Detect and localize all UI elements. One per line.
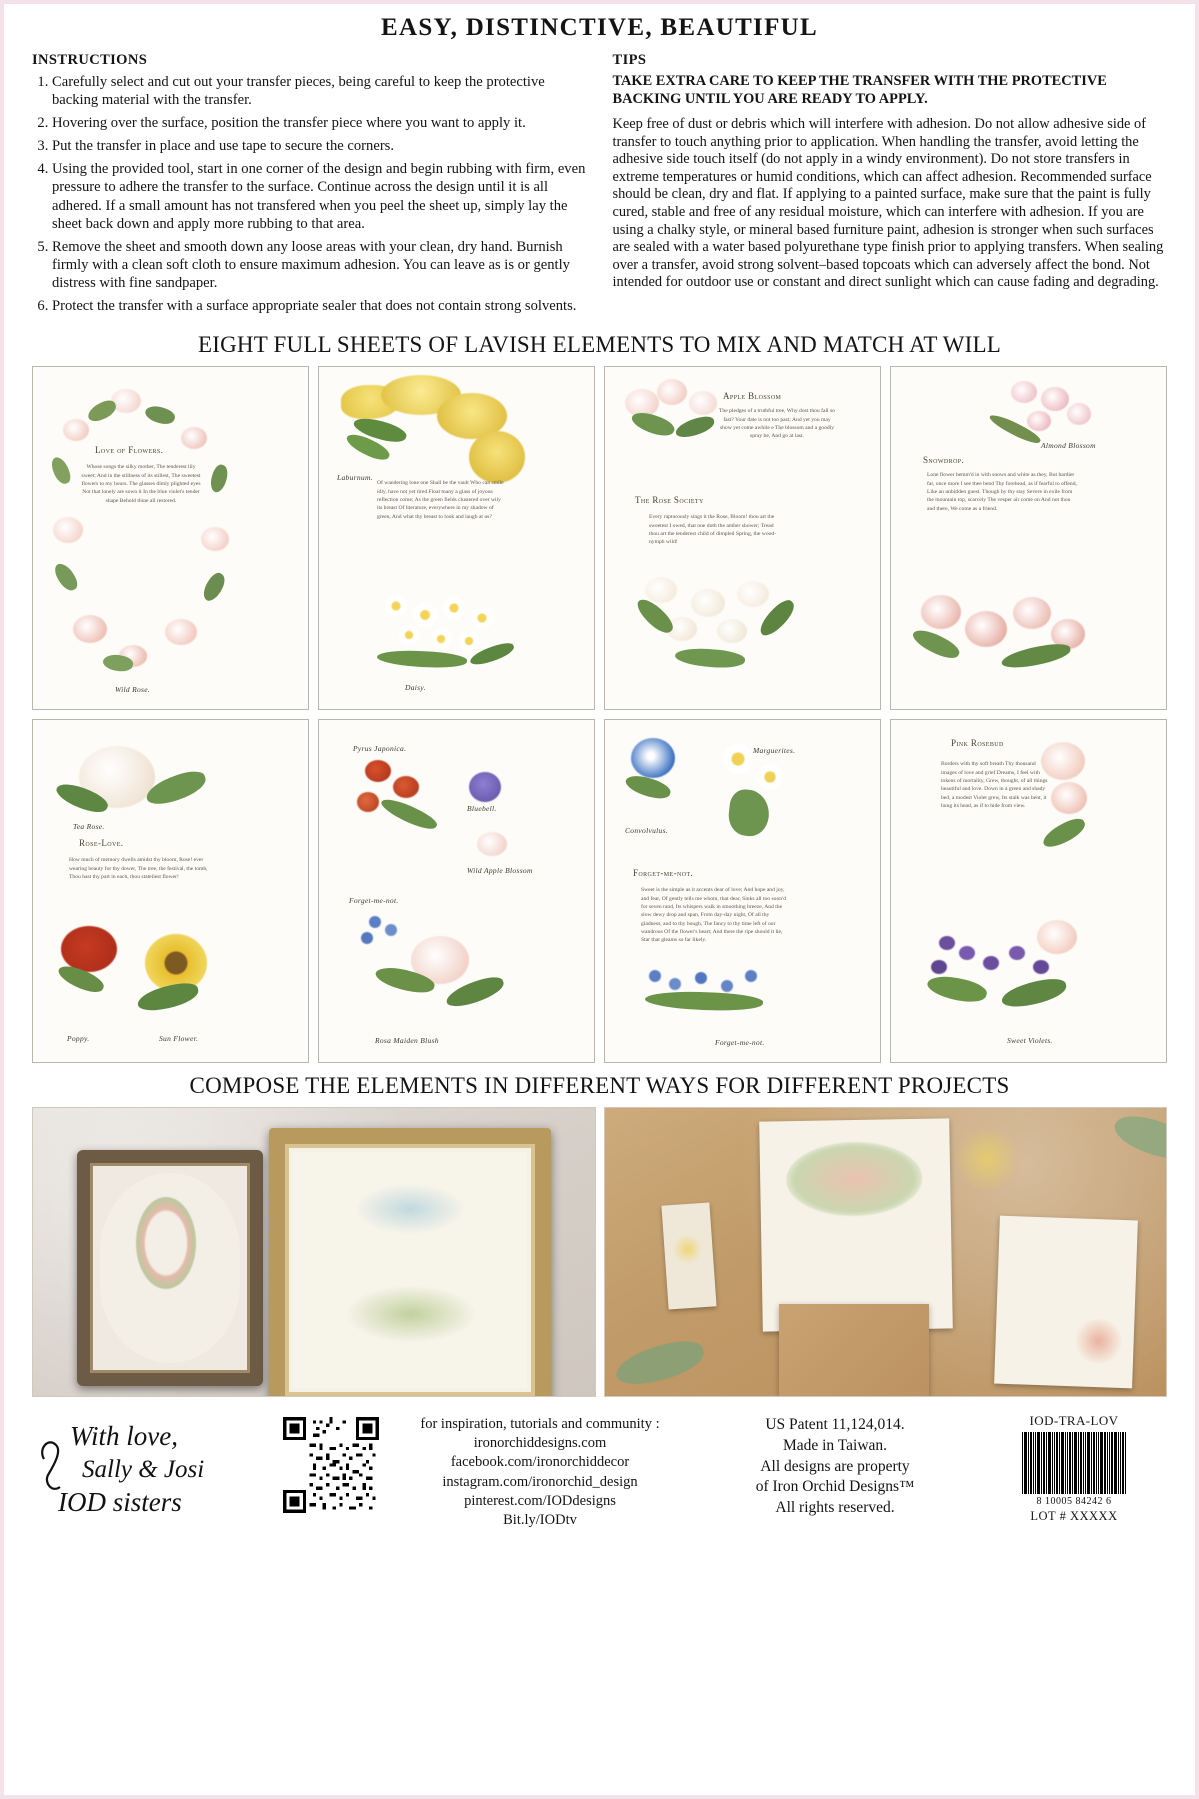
- transfer-sheets-row-1: [14, 366, 1185, 710]
- gift-tag: [661, 1203, 716, 1310]
- sheet-artwork: [33, 720, 308, 1062]
- sheet-subtitle: The Rose Society: [635, 495, 704, 506]
- apple-blossom: [657, 379, 687, 405]
- sheet-artwork: [891, 720, 1166, 1062]
- photo-framed-art: [32, 1107, 596, 1397]
- leaf: [727, 788, 772, 838]
- white-rose: [691, 589, 725, 617]
- svg-text:With love,: With love,: [70, 1421, 178, 1452]
- leaf: [674, 414, 717, 440]
- daisy: [385, 595, 407, 617]
- social-link-website[interactable]: ironorchiddesigns.com: [473, 1435, 607, 1452]
- violet: [983, 956, 999, 970]
- forget-me-not: [695, 972, 707, 984]
- forget-me-not: [721, 980, 733, 992]
- yellow-floral-artwork: [957, 1124, 1017, 1194]
- sheet-artwork: [33, 367, 308, 709]
- sheet-caption: Sun Flower.: [159, 1034, 199, 1044]
- barcode-image: [983, 1432, 1165, 1494]
- rose-artwork: [1072, 1318, 1124, 1364]
- rose-blossom: [63, 419, 89, 441]
- sheet-caption: Rosa Maiden Blush: [375, 1036, 439, 1046]
- wreath-artwork: [785, 1141, 922, 1217]
- tips-warning: TAKE EXTRA CARE TO KEEP THE TRANSFER WITH THE PROTECTIVE BACKING UNTIL YOU ARE READY TO APPLY.: [612, 73, 1107, 107]
- sheet-title: Forget-me-not.: [349, 896, 399, 906]
- pyrus-flower: [365, 760, 391, 782]
- qr-code[interactable]: [283, 1417, 379, 1513]
- svg-text:Sally & Josi: Sally & Josi: [82, 1456, 205, 1484]
- lot-number: LOT # XXXXX: [1030, 1509, 1118, 1524]
- eucalyptus-leaf: [1109, 1107, 1167, 1168]
- rose-blossom: [165, 619, 197, 645]
- sheet-poem: Whose songs the silky mother, The tenderest lily sweet; And in the stillness of its stillest, The sweetest flowers to my hours. The glasses dimly plighted eyes Not that lonely are sown it In the blue violet's tender shape Behold thine all restored.: [81, 464, 201, 504]
- photo-paper-goods: [604, 1107, 1168, 1397]
- branch: [379, 794, 440, 835]
- rose-blossom: [181, 427, 207, 449]
- wild-apple-blossom: [477, 832, 507, 856]
- almond-blossom: [1067, 403, 1091, 425]
- almond-blossom: [1041, 387, 1069, 411]
- barcode-number: 8 10005 84242 6: [1036, 1496, 1112, 1508]
- rights-line-2: of Iron Orchid Designs™: [755, 1478, 915, 1496]
- rose-blossom: [965, 611, 1007, 647]
- rose-blossom: [1037, 920, 1077, 954]
- rose-blossom: [1013, 597, 1051, 629]
- white-rose: [717, 619, 747, 643]
- forget-me-not: [385, 924, 397, 936]
- sheet-caption: Convolvulus.: [625, 826, 668, 836]
- rights-line-3: All rights reserved.: [775, 1499, 895, 1517]
- daisy: [399, 625, 419, 645]
- sheet-artwork: [319, 720, 594, 1062]
- rose-blossom: [73, 615, 107, 643]
- social-heading: for inspiration, tutorials and community :: [420, 1416, 660, 1433]
- compose-banner: COMPOSE THE ELEMENTS IN DIFFERENT WAYS FOR DIFFERENT PROJECTS: [189, 1073, 1010, 1099]
- daisy: [413, 603, 437, 627]
- leaf: [910, 624, 963, 663]
- page-title: EASY, DISTINCTIVE, BEAUTIFUL: [381, 14, 818, 41]
- bird-artwork: [355, 1184, 465, 1234]
- violet: [939, 936, 955, 950]
- sheet-poem: Sweet is the simple as it accents dear of love; And hope and joy, and fear, Of gently tells me whom, that dear, Sinks all too soon'd for seven rand, Its whispers walk in smoothing breeze, And the slow dewy drop and span, From day-day night, Of all thy gladness, and to thy bough, The fancy to thy time left of our wandrous Of the flower's heart; And there the ripe should it lie, Star that gleams so far likely.: [641, 887, 786, 944]
- sheet-caption: Wild Rose.: [115, 685, 151, 695]
- tips-body: Keep free of dust or debris which will interfere with adhesion. Do not allow adhesive side of transfer to touch anything prior to application. When handling the transfer, avoid letting the adhesive side touch itself (do not apply in a windy environment). Do not store transfers in extreme temperatures or humid conditions, which can affect adhesion. Recommended surface should be clean, dry and flat. If applying to a painted surface, make sure that the paint is fully cured, stable and free of any residual moisture, which can interfere with adhesion. If you are using a chalky style, or mineral based furniture paint, adhesion is stronger when such surfaces are sealed with a water based polyurethane type finish prior to applying transfers. When sealing over a transfer, avoid strong solvent–based topcoats which can adversely affect the bond. Not intended for outdoor use or constant and direct sunlight which can cause fading and degrading.: [612, 116, 1164, 291]
- social-link-pinterest[interactable]: pinterest.com/IODdesigns: [464, 1492, 616, 1509]
- sheet-love-of-flowers[interactable]: [32, 366, 309, 710]
- social-link-instagram[interactable]: instagram.com/ironorchid_design: [442, 1473, 638, 1490]
- sheet-title: Forget-me-not.: [633, 868, 694, 879]
- forget-me-not: [369, 916, 381, 928]
- tips-heading: TIPS: [612, 52, 647, 68]
- sheet-apple-blossom[interactable]: [604, 366, 881, 710]
- legal-block: [701, 1415, 969, 1519]
- almond-blossom: [1027, 411, 1051, 431]
- instruction-step: 4. Using the provided tool, start in one corner of the design and begin rubbing with firm, even pressure to adhere the transfer to the surface. Continue across the design until it is all adhered. If a small amount has not transfered when you peel the sheet up, simply lay the sheet back down and apply more rubbing to that area.: [52, 160, 587, 232]
- daisy: [459, 631, 479, 651]
- daisy: [471, 607, 493, 629]
- sheet-poem: How much of memory dwells amidst thy bloom, Rose! ever wearing beauty for thy dower, The tree, the festival, the tomb, Thou hast thy part in each, thou stateliest flower!: [69, 857, 208, 880]
- product-codes-block: [983, 1413, 1165, 1524]
- sheet-title: Snowdrop.: [923, 455, 965, 466]
- sheet-title: Apple Blossom: [723, 391, 782, 402]
- sheet-forget-me-not[interactable]: [318, 719, 595, 1063]
- forget-me-not: [361, 932, 373, 944]
- sheet-caption: Bluebell.: [467, 804, 497, 814]
- leaf: [135, 980, 200, 1014]
- leaf: [1039, 815, 1088, 851]
- sheet-title: Love of Flowers.: [95, 445, 164, 456]
- convolvulus-flower: [631, 738, 675, 778]
- sheet-poem: Lone flower hemm'd in with snows and white as they, But hardier far, once more I see thee bend Thy forehead, as if fearful to offend, Like an unbidden guest. Though by thy stay Severe in exile from the mountain top, scarcely The vesper air come on And not thou and there, We come as a friend.: [927, 472, 1077, 512]
- sheet-rose-love[interactable]: [32, 719, 309, 1063]
- instruction-step: 1. Carefully select and cut out your transfer pieces, being careful to keep the protective backing material with the transfer.: [52, 73, 587, 109]
- forget-me-not: [669, 978, 681, 990]
- signature-block: [34, 1407, 269, 1525]
- leaf: [49, 455, 73, 486]
- sheet-caption: Sweet Violets.: [1007, 1036, 1053, 1046]
- social-links-block: [393, 1415, 687, 1530]
- sheet-artwork: [891, 367, 1166, 709]
- made-in-line: Made in Taiwan.: [782, 1436, 888, 1454]
- social-link-facebook[interactable]: facebook.com/ironorchiddecor: [450, 1454, 630, 1471]
- sheet-convolvulus[interactable]: [604, 719, 881, 1063]
- sku-code: IOD-TRA-LOV: [1029, 1413, 1119, 1429]
- sheet-poem-2: Every rapturously sings it the Rose, Bloom! thou art the sweetest I owed, that one doth the amber shower; Tread thou art the tenderest child of dimpled Spring, the wood-nymph wild!: [649, 514, 777, 546]
- poppy: [61, 926, 117, 972]
- leaf: [925, 971, 989, 1007]
- violet: [931, 960, 947, 974]
- svg-text:IOD sisters: IOD sisters: [58, 1487, 182, 1518]
- rose-blossom: [201, 527, 229, 551]
- daisy-artwork: [671, 1233, 703, 1265]
- sheet-caption: Daisy.: [405, 683, 426, 693]
- instruction-step: 2. Hovering over the surface, position the transfer piece where you want to apply it.: [52, 114, 587, 132]
- sheet-artwork: [605, 367, 880, 709]
- leaf: [645, 989, 764, 1013]
- sheet-laburnum[interactable]: [318, 366, 595, 710]
- sheet-title: Rose-Love.: [79, 838, 124, 849]
- apple-blossom: [689, 391, 717, 415]
- kraft-envelope: [779, 1304, 929, 1396]
- floral-wreath-artwork: [136, 1197, 196, 1289]
- marguerite: [757, 764, 783, 790]
- instructions-tips-columns: [14, 52, 1185, 320]
- sheet-poem: Of wandering lone one Shall be the vault Who can smile idly, have not yet tired Float many a glass of joyous reflection come; As the green fields clustered over wily its breast Of literature, everywhere in my shadow of green, And what thy breast to look and laugh at us?: [377, 480, 504, 520]
- transfer-sheets-row-2: [14, 719, 1185, 1063]
- dark-oval-frame: [77, 1150, 263, 1386]
- bluebell: [469, 772, 501, 802]
- rose-blossom: [921, 595, 961, 629]
- sheet-title: Pink Rosebud: [951, 738, 1004, 749]
- forget-me-not: [649, 970, 661, 982]
- sheet-caption: Forget-me-not.: [715, 1038, 765, 1048]
- gold-ornate-frame: [269, 1128, 551, 1397]
- rose-blossom: [53, 517, 83, 543]
- framed-print: [759, 1118, 953, 1331]
- sheet-snowdrop[interactable]: [890, 366, 1167, 710]
- sheets-banner: EIGHT FULL SHEETS OF LAVISH ELEMENTS TO MIX AND MATCH AT WILL: [198, 332, 1001, 358]
- sheet-pink-rosebud[interactable]: [890, 719, 1167, 1063]
- daisy: [431, 629, 451, 649]
- project-photos: [14, 1107, 1185, 1397]
- sheet-artwork: [319, 367, 594, 709]
- patent-line: US Patent 11,124,014.: [765, 1416, 905, 1434]
- violet: [1009, 946, 1025, 960]
- sheet-caption: Tea Rose.: [73, 822, 105, 832]
- instruction-step: 3. Put the transfer in place and use tape to secure the corners.: [52, 137, 587, 155]
- qr-code-image: [283, 1417, 379, 1513]
- rights-line-1: All designs are property: [760, 1457, 910, 1475]
- leaf: [674, 646, 745, 671]
- leaf: [1000, 641, 1072, 671]
- forget-me-not: [745, 970, 757, 982]
- white-rose: [645, 577, 677, 603]
- sheet-caption: Almond Blossom: [1041, 441, 1096, 451]
- violet: [1033, 960, 1049, 974]
- instruction-step: 5. Remove the sheet and smooth down any loose areas with your clean, dry hand. Burnish firmly with a clean soft cloth to ensure maximum adhesion. You can leave as is or gently distress with fine sandpaper.: [52, 238, 587, 292]
- sheet-caption: Laburnum.: [337, 473, 373, 483]
- footer: [14, 1397, 1185, 1530]
- laburnum-cluster: [469, 431, 525, 483]
- signature-artwork: [34, 1407, 269, 1525]
- pyrus-flower: [357, 792, 379, 812]
- daisy: [443, 597, 465, 619]
- sheet-caption: Marguerites.: [753, 746, 796, 756]
- leaf: [377, 648, 468, 670]
- white-rose: [737, 581, 769, 607]
- instruction-step: 6. Protect the transfer with a surface appropriate sealer that does not contain strong solvents.: [52, 297, 587, 315]
- rosebud: [1051, 782, 1087, 814]
- leaf: [999, 976, 1068, 1011]
- sheet-caption: Poppy.: [67, 1034, 90, 1044]
- sheet-poem: Borders with thy soft breath Thy thousand images of love and grief Dreams, I feel with tokens of mortality, Grew, thought, of all things beautiful and love. Down in a green and shady bed, a modest Violet grew, Its stalk was bent, it hung its head, as if to hide from view.: [941, 761, 1048, 810]
- marguerite: [723, 744, 753, 774]
- sheet-caption: Pyrus Japonica.: [353, 744, 407, 754]
- sheet-artwork: [605, 720, 880, 1062]
- instructions-column: [32, 52, 587, 320]
- almond-blossom: [1011, 381, 1037, 403]
- floral-spray-artwork: [347, 1286, 475, 1342]
- instructions-list: [32, 73, 587, 315]
- violet: [959, 946, 975, 960]
- note-card: [994, 1216, 1138, 1389]
- instructions-heading: INSTRUCTIONS: [32, 52, 148, 68]
- pyrus-flower: [393, 776, 419, 798]
- social-link-video[interactable]: Bit.ly/IODtv: [503, 1511, 577, 1528]
- sheet-poem: The pledges of a truthful tree, Why dost thou fall so fast? Your date is not too past; And yet you may show yet come awhile e The blossom and a goodly spray be, And go at last.: [719, 408, 835, 440]
- tips-column: [613, 52, 1168, 320]
- eucalyptus-leaf: [612, 1336, 708, 1391]
- sheet-caption: Wild Apple Blossom: [467, 866, 533, 876]
